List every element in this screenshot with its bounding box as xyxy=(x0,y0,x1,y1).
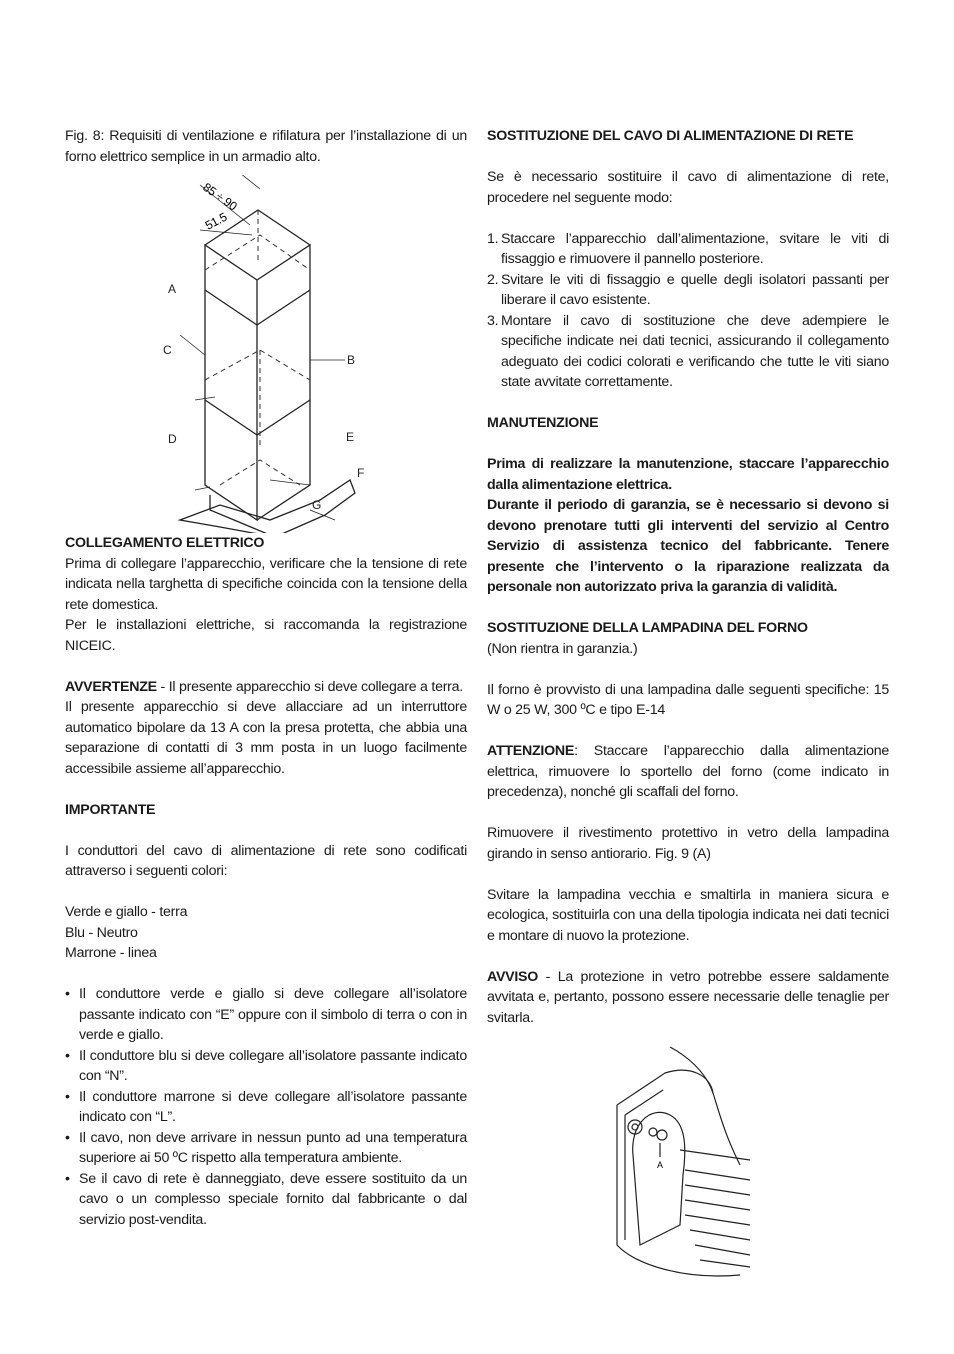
cable-heading: SOSTITUZIONE DEL CAVO DI ALIMENTAZIONE DI RETE xyxy=(487,128,854,144)
list-item: 1. Staccare l’apparecchio dall’alimentazione, svitare le viti di fissaggio e rimuovere il pannello posteriore. xyxy=(487,230,889,267)
important-heading: IMPORTANTE xyxy=(65,801,156,818)
label-g: G xyxy=(312,498,322,512)
list-item: • Il conduttore marrone si deve collegare all’isolatore passante indicato con “L”. xyxy=(65,1088,467,1125)
list-item: • Il cavo, non deve arrivare in nessun punto ad una temperatura superiore ai 50 ºC rispetto alla temperatura ambiente. xyxy=(65,1129,467,1166)
list-item: • Il conduttore verde e giallo si deve collegare all’isolatore passante indicato con “E” oppure con il simbolo di terra o con in verde e giallo. xyxy=(65,986,467,1043)
warning-paragraph-2: Il presente apparecchio si deve allacciare ad un interruttore automatico bipolare da 13 A con la presa protetta, che abbia una separazione di contatti di 3 mm posta in un luogo facilmente accessibile assieme all’apparecchio. xyxy=(65,699,467,777)
notice-label: AVVISO xyxy=(487,968,539,985)
lamp-paragraph-2: Rimuovere il rivestimento protettivo in vetro della lampadina girando in senso antiorario. Fig. 9 (A) xyxy=(487,825,889,862)
lamp-heading: SOSTITUZIONE DELLA LAMPADINA DEL FORNO xyxy=(487,620,808,636)
warning-paragraph xyxy=(65,677,467,698)
label-c: C xyxy=(163,343,172,357)
cable-intro: Se è necessario sostituire il cavo di alimentazione di rete, procedere nel seguente modo: xyxy=(487,169,889,206)
dim-side-label: 51.5 xyxy=(202,209,230,233)
cabinet-installation-diagram xyxy=(160,175,380,533)
conductor-bullet-list xyxy=(65,984,467,1230)
oven-lamp-diagram xyxy=(605,1045,755,1285)
lamp-note: (Non rientra in garanzia.) xyxy=(487,640,638,657)
left-column xyxy=(65,126,467,1230)
maintenance-bold-1: Prima di realizzare la manutenzione, staccare l’apparecchio dalla alimentazione elettrica. xyxy=(487,456,889,493)
fig8-caption: Fig. 8: Requisiti di ventilazione e rifilatura per l’installazione di un forno elettrico semplice in un armadio alto. xyxy=(65,128,467,165)
color-brown: Marrone - linea xyxy=(65,945,157,961)
label-e: E xyxy=(346,430,354,444)
fig9-label-a: A xyxy=(657,1160,664,1170)
warning-label: AVVERTENZE xyxy=(65,678,157,695)
important-paragraph: I conduttori del cavo di alimentazione di rete sono codificati attraverso i seguenti colori: xyxy=(65,842,467,879)
list-item: 3. Montare il cavo di sostituzione che deve adempiere le specifiche indicate nei dati tecnici, assicurando il collegamento adeguato dei codici colorati e verificando che tutte le viti siano state avvitate correttamente. xyxy=(487,312,889,390)
label-f: F xyxy=(357,466,365,480)
warning-text: - Il presente apparecchio si deve collegare a terra. xyxy=(156,678,463,695)
attention-text: : Staccare l’apparecchio dalla alimentazione elettrica, rimuovere lo sportello del forno (come indicato in precedenza), nonché gli scaffali del forno. xyxy=(487,743,889,800)
label-a: A xyxy=(168,282,176,296)
electric-paragraph-2: Per le installazioni elettriche, si raccomanda la registrazione NICEIC. xyxy=(65,617,467,654)
electric-heading: COLLEGAMENTO ELETTRICO xyxy=(65,535,265,551)
right-column xyxy=(487,126,889,1028)
label-b: B xyxy=(347,353,355,367)
lamp-paragraph-1: Il forno è provvisto di una lampadina dalle seguenti specifiche: 15 W o 25 W, 300 ºC e tipo E-14 xyxy=(487,681,889,718)
cable-steps-list xyxy=(487,229,889,393)
attention-paragraph xyxy=(487,741,889,803)
list-item: • Il conduttore blu si deve collegare all’isolatore passante indicato con “N”. xyxy=(65,1047,467,1084)
label-d: D xyxy=(168,432,177,446)
maintenance-heading: MANUTENZIONE xyxy=(487,415,599,431)
list-item: • Se il cavo di rete è danneggiato, deve essere sostituito da un cavo o un complesso speciale fornito dal fabbricante o dal servizio post-vendita. xyxy=(65,1170,467,1228)
color-blue: Blu - Neutro xyxy=(65,924,138,941)
maintenance-bold-2: Durante il periodo di garanzia, se è necessario si devono si devono prenotare tutti gli interventi del servizio al Centro Servizio di assistenza tecnico del fabbricante. Tenere presente che l’intervento o la riparazione realizzata da personale non autorizzato priva la garanzia di validità. xyxy=(487,497,889,595)
lamp-paragraph-3: Svitare la lampadina vecchia e smaltirla in maniera sicura e ecologica, sostituirla con una della tipologia indicata nei dati tecnici e montare di nuovo la protezione. xyxy=(487,886,889,944)
color-green-yellow: Verde e giallo - terra xyxy=(65,904,188,920)
dim-top-label: 85 ÷ 90 xyxy=(200,179,240,214)
list-item: 2. Svitare le viti di fissaggio e quelle degli isolatori passanti per liberare il cavo esistente. xyxy=(487,271,889,308)
attention-label: ATTENZIONE xyxy=(487,743,575,759)
electric-paragraph-1: Prima di collegare l’apparecchio, verificare che la tensione di rete indicata nella targhetta di specifiche coincida con la tensione della rete domestica. xyxy=(65,555,467,613)
notice-paragraph xyxy=(487,967,889,1029)
notice-text: - La protezione in vetro potrebbe essere saldamente avvitata e, pertanto, possono essere necessarie delle tenaglie per svitarla. xyxy=(487,968,889,1026)
